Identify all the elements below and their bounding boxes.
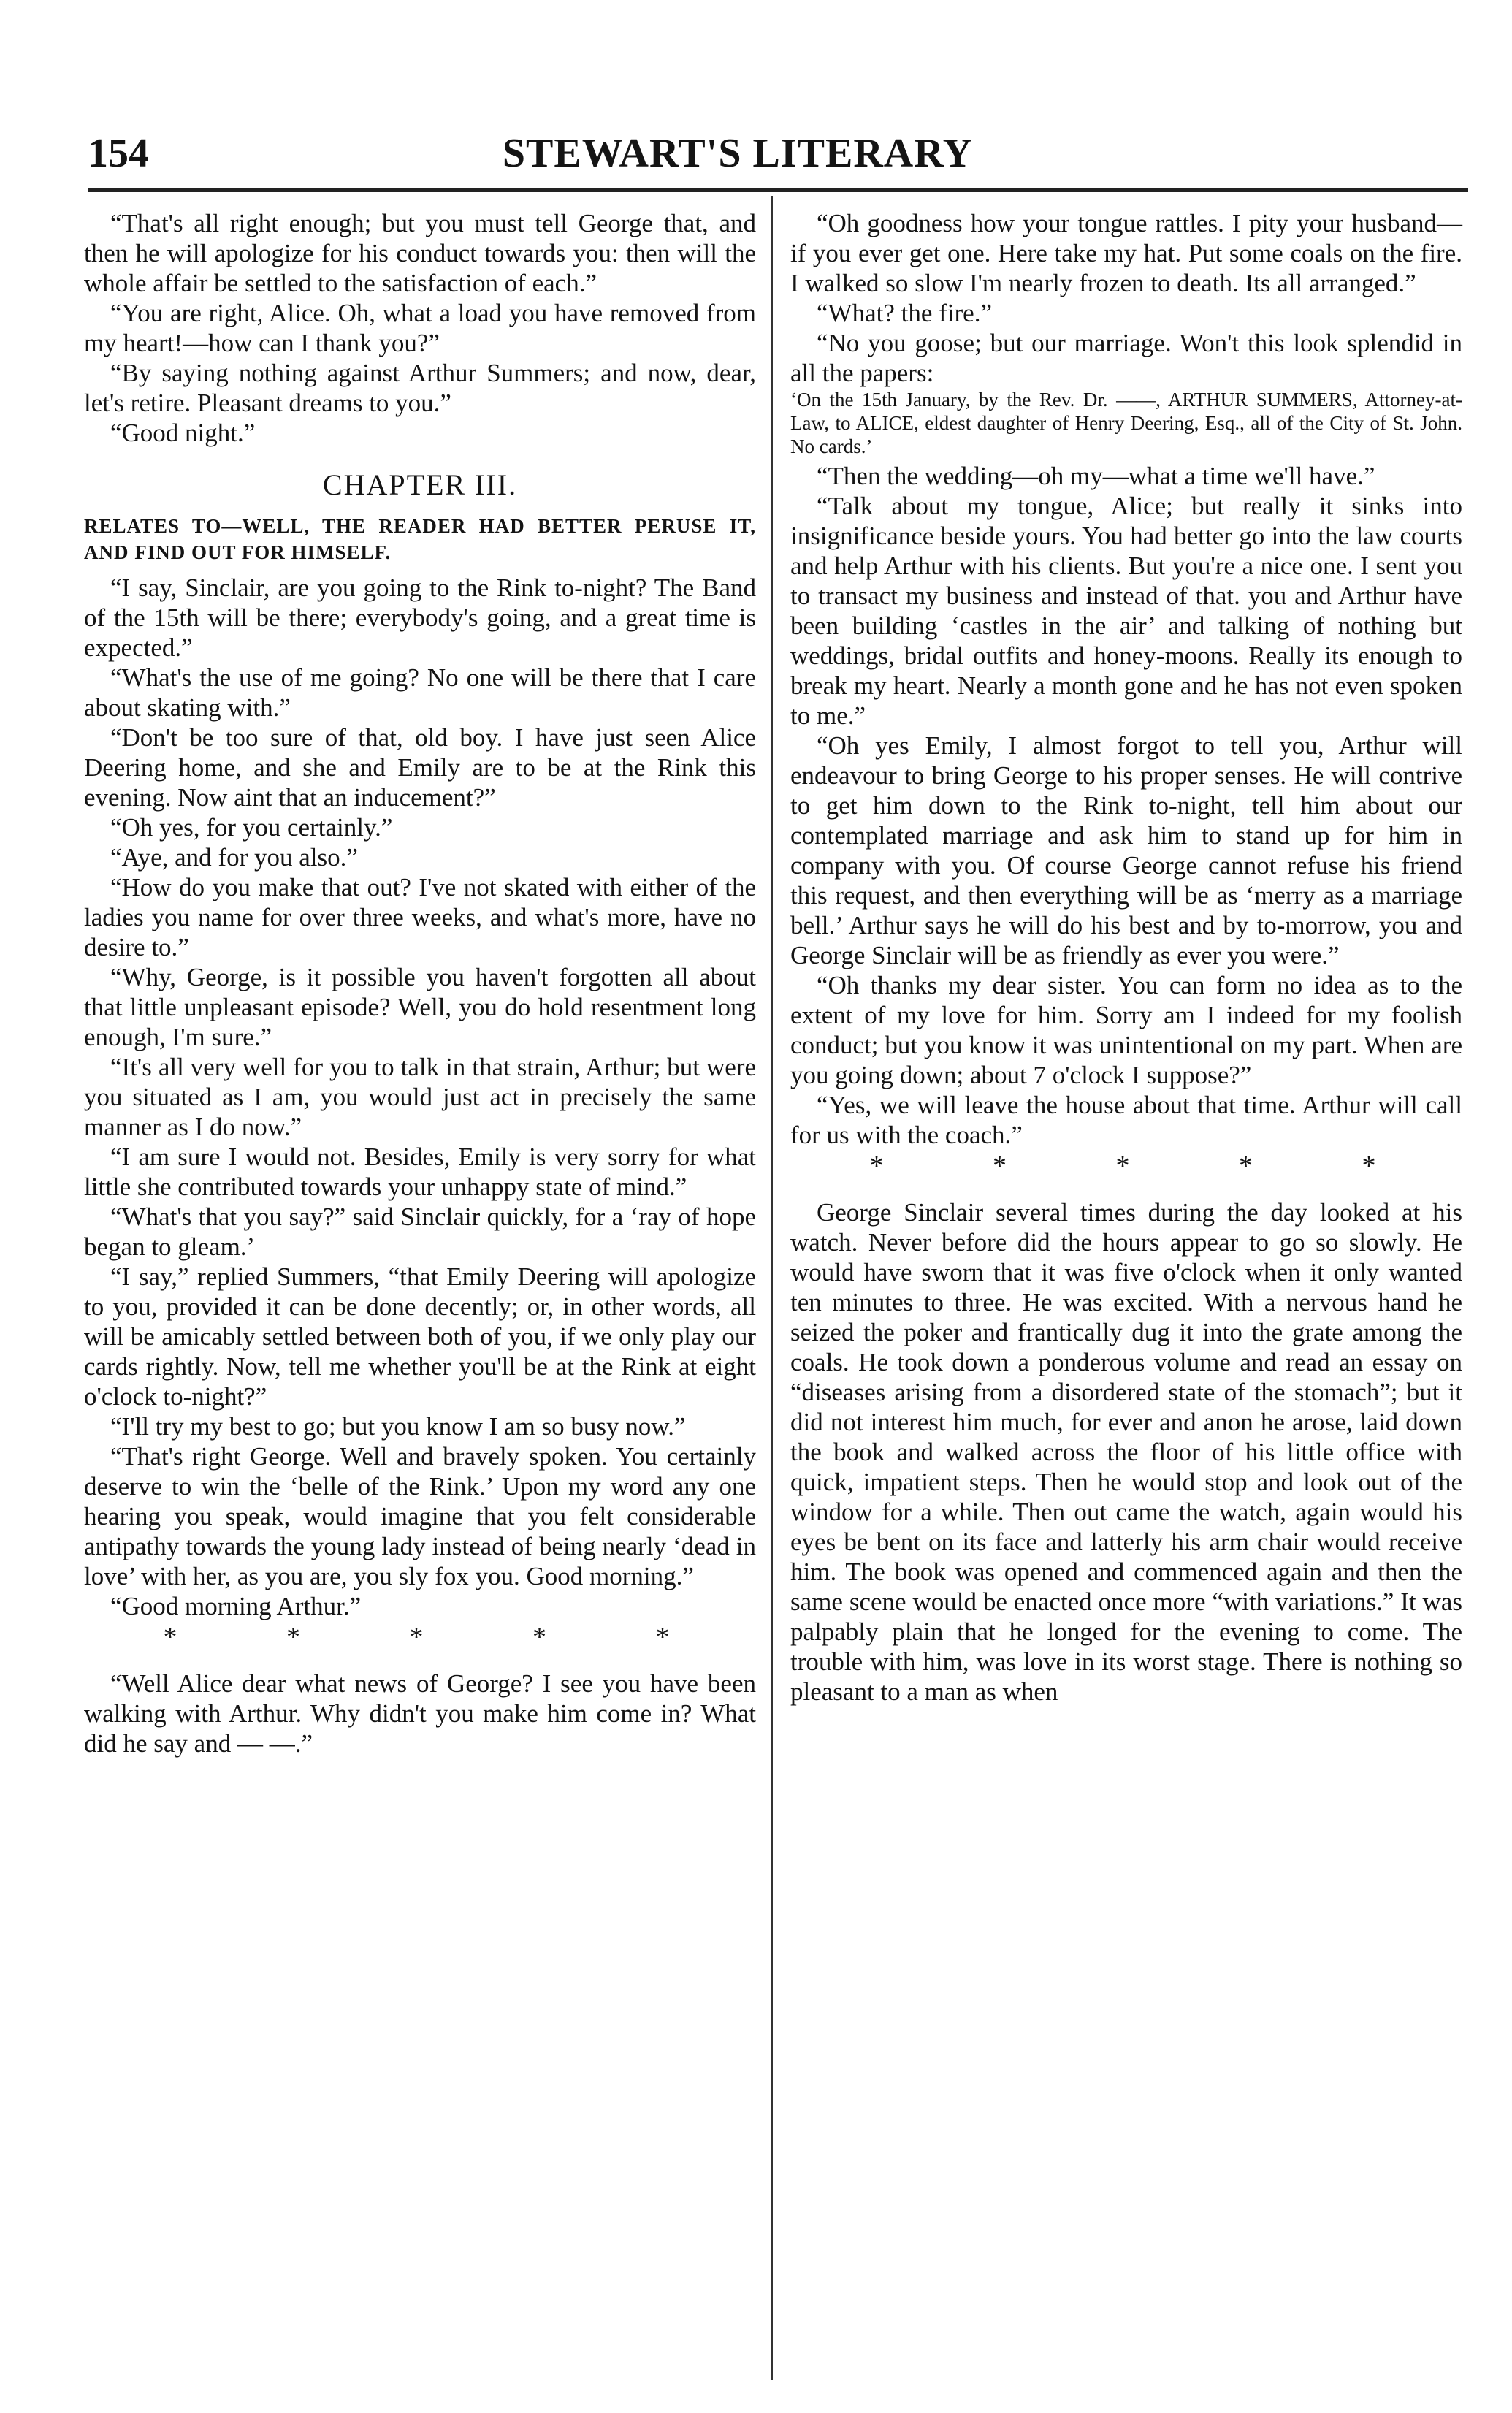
paragraph: “I'll try my best to go; but you know I am so busy now.”: [110, 1412, 686, 1441]
paragraph: “Oh thanks my dear sister. You can form no idea as to the extent of my love for him. Sorry am I indeed for my foolish conduct; but you know it was unintentional on my part. When are you going down; about 7 o'clock I suppose?”: [790, 971, 1462, 1089]
paragraph: George Sinclair several times during the day looked at his watch. Never before did the hours appear to go so slowly. He would have sworn that it was five o'clock when it only wanted ten minutes to three. He was excited. With a nervous hand he seized the poker and frantically dug it into the grate among the coals. He took down a ponderous volume and read an essay on “diseases arising from a disordered state of the stomach”; but it did not interest him much, for ever and anon he arose, laid down the book and walked across the floor of his little office with quick, impatient steps. Then he would stop and look out of the window for a while. Then out came the watch, again would his eyes be bent on its face and latterly his arm chair would receive him. The book was opened and commenced again and then the same scene would be enacted once more “with variations.” It was palpably plain that he longed for the evening to come. The trouble with him, was love in its worst stage. There is nothing so pleasant to a man as when: [790, 1198, 1462, 1706]
paragraph: “You are right, Alice. Oh, what a load you have removed from my heart!—how can I thank you?”: [84, 299, 756, 357]
left-column: [84, 208, 756, 1758]
paragraph: “Talk about my tongue, Alice; but really it sinks into insignificance beside yours. You had better go into the law courts and help Arthur with his clients. But you're a nice one. I sent you to transact my business and instead of that. you and Arthur have been building ‘castles in the air’ and talking of nothing but weddings, bridal outfits and honey-moons. Really its enough to break my heart. Nearly a month gone and he has not even spoken to me.”: [790, 492, 1462, 730]
paragraph: “What? the fire.”: [817, 299, 992, 327]
page-number: 154: [88, 131, 149, 176]
paragraph: “By saying nothing against Arthur Summers; and now, dear, let's retire. Pleasant dreams to you.”: [84, 359, 756, 417]
header-rule: [88, 188, 1468, 192]
paragraph: “Yes, we will leave the house about that time. Arthur will call for us with the coach.”: [790, 1091, 1462, 1149]
paragraph: “That's right George. Well and bravely spoken. You certainly deserve to win the ‘belle of the Rink.’ Upon my word any one hearing you speak, would imagine that you felt considerable antipathy towards the young lady instead of being nearly ‘dead in love’ with her, as you are, you sly fox you. Good morning.”: [84, 1442, 756, 1590]
chapter-subtitle: RELATES TO—WELL, THE READER HAD BETTER PERUSE IT, AND FIND OUT FOR HIMSELF.: [84, 515, 756, 563]
paragraph: “Oh yes, for you certainly.”: [110, 813, 393, 842]
paragraph: “I say, Sinclair, are you going to the Rink to-night? The Band of the 15th will be there; everybody's going, and a great time is expected.”: [84, 573, 756, 662]
paragraph: “Oh goodness how your tongue rattles. I pity your husband—if you ever get one. Here take my hat. Put some coals on the fire. I walked so slow I'm nearly frozen to death. Its all arranged.”: [790, 209, 1462, 297]
paragraph: “Oh yes Emily, I almost forgot to tell you, Arthur will endeavour to bring George to his proper senses. He will contrive to get him down to the Rink to-night, tell him about our contemplated marriage and ask him to stand up for him in company with you. Of course George cannot refuse his friend this request, and then everything will be as ‘merry as a marriage bell.’ Arthur says he will do his best and by to-morrow, you and George Sinclair will be as friendly as ever you were.”: [790, 731, 1462, 969]
right-column: [790, 208, 1462, 1707]
paragraph: “Good night.”: [110, 419, 256, 447]
paragraph: “That's all right enough; but you must tell George that, and then he will apologize for his conduct towards you: then will the whole affair be settled to the satisfaction of each.”: [84, 209, 756, 297]
running-title: STEWART'S LITERARY: [502, 131, 974, 176]
paragraph: “Aye, and for you also.”: [110, 843, 358, 872]
paragraph: “What's that you say?” said Sinclair quickly, for a ‘ray of hope began to gleam.’: [84, 1202, 756, 1261]
section-break: * * * * *: [869, 1151, 1427, 1181]
section-break: * * * * *: [163, 1622, 721, 1652]
paragraph: “Why, George, is it possible you haven't forgotten all about that little unpleasant episode? Well, you do hold resentment long enough, I'm sure.”: [84, 963, 756, 1051]
paragraph: “Good morning Arthur.”: [110, 1592, 362, 1620]
paragraph: “Well Alice dear what news of George? I see you have been walking with Arthur. Why didn't you make him come in? What did he say and — —.”: [84, 1669, 756, 1758]
paragraph: “What's the use of me going? No one will be there that I care about skating with.”: [84, 663, 756, 722]
page-header: [88, 117, 1475, 190]
paragraph: “How do you make that out? I've not skated with either of the ladies you name for over three weeks, and what's more, have no desire to.”: [84, 873, 756, 961]
paragraph: “Don't be too sure of that, old boy. I have just seen Alice Deering home, and she and Emily are to be at the Rink this evening. Now aint that an inducement?”: [84, 723, 756, 812]
paragraph: “No you goose; but our marriage. Won't this look splendid in all the papers:: [790, 329, 1462, 387]
paragraph: “I am sure I would not. Besides, Emily is very sorry for what little she contributed towards your unhappy state of mind.”: [84, 1143, 756, 1201]
paragraph: “I say,” replied Summers, “that Emily Deering will apologize to you, provided it can be done decently; or, in other words, all will be amicably settled between both of you, if we only play our cards rightly. Now, tell me whether you'll be at the Rink at eight o'clock to-night?”: [84, 1262, 756, 1411]
column-divider: [771, 196, 773, 2380]
marriage-notice: ‘On the 15th January, by the Rev. Dr. ——, ARTHUR SUMMERS, Attorney-at-Law, to ALICE, eldest daughter of Henry Deering, Esq., all of the City of St. John. No cards.’: [790, 389, 1462, 457]
paragraph: “Then the wedding—oh my—what a time we'll have.”: [817, 462, 1375, 490]
paragraph: “It's all very well for you to talk in that strain, Arthur; but were you situated as I am, you would just act in precisely the same manner as I do now.”: [84, 1053, 756, 1141]
chapter-heading: CHAPTER III.: [322, 468, 518, 501]
